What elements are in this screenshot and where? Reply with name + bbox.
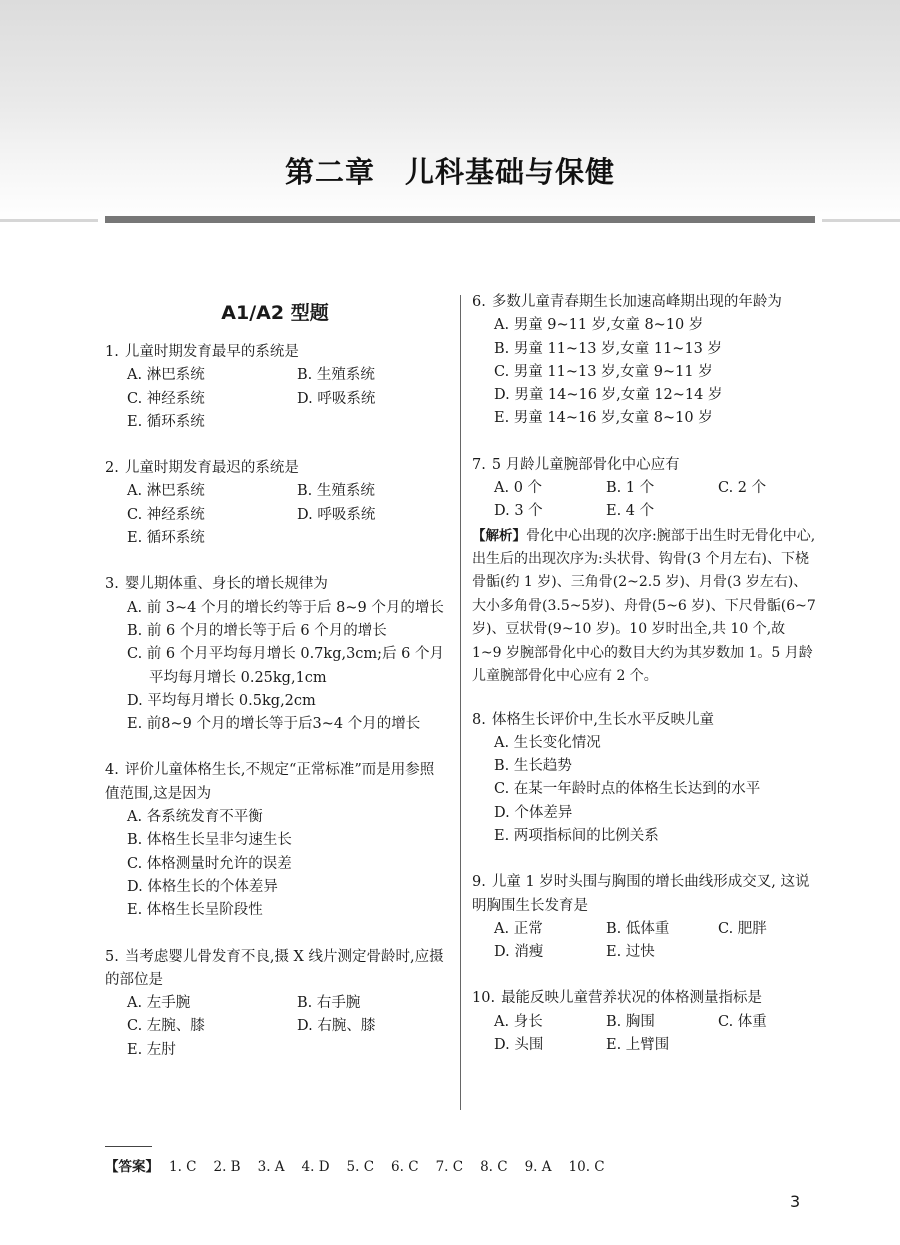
option: B. 右手腕 xyxy=(297,995,361,1012)
question-number: 9. xyxy=(472,874,486,891)
answer-item: 7. C xyxy=(435,1159,464,1175)
question-text: 5 月龄儿童腕部骨化中心应有 xyxy=(491,456,680,473)
option: D. 体格生长的个体差异 xyxy=(127,878,278,895)
question-text: 当考虑婴儿骨发育不良,摄 X 线片测定骨龄时,应摄的部位是 xyxy=(105,948,444,988)
option: E. 前8~9 个月的增长等于后3~4 个月的增长 xyxy=(127,716,421,733)
option: B. 1 个 xyxy=(606,480,655,497)
question-number: 6. xyxy=(472,294,486,310)
answer-item: 1. C xyxy=(169,1159,197,1175)
question-number: 3. xyxy=(105,576,119,593)
question-number: 5. xyxy=(105,948,119,965)
answer-item: 8. C xyxy=(480,1159,508,1175)
option: A. 生长变化情况 xyxy=(494,734,601,751)
question-number: 2. xyxy=(105,460,119,477)
option: D. 呼吸系统 xyxy=(297,506,376,523)
option-row xyxy=(127,992,447,1015)
right-column xyxy=(472,291,817,1080)
answer-item: 3. A xyxy=(257,1159,285,1175)
option-row xyxy=(494,1034,817,1057)
option-row xyxy=(494,918,817,941)
answer-key xyxy=(105,1155,622,1175)
answer-item: 10. C xyxy=(568,1159,605,1175)
option-list xyxy=(105,806,447,922)
option-list xyxy=(105,992,447,1062)
option: B. 生殖系统 xyxy=(297,483,375,500)
question-item xyxy=(472,987,817,1057)
question-stem xyxy=(105,457,447,480)
question-item xyxy=(472,291,817,431)
option: C. 神经系统 xyxy=(127,506,205,523)
option-list xyxy=(472,477,817,524)
option: C. 体重 xyxy=(718,1013,767,1030)
answer-rule xyxy=(105,1146,152,1147)
page-number: 3 xyxy=(790,1192,801,1211)
option: B. 前 6 个月的增长等于后 6 个月的增长 xyxy=(127,622,387,639)
question-number: 7. xyxy=(472,456,486,473)
option: D. 呼吸系统 xyxy=(297,390,376,407)
option: E. 左肘 xyxy=(127,1041,176,1058)
option: C. 男童 11~13 岁,女童 9~11 岁 xyxy=(494,363,713,380)
question-number: 8. xyxy=(472,711,486,728)
option: B. 胸围 xyxy=(606,1013,655,1030)
option-list xyxy=(105,597,447,737)
column-divider xyxy=(460,295,461,1110)
question-stem xyxy=(105,341,447,364)
answer-item: 4. D xyxy=(301,1159,330,1175)
option: E. 4 个 xyxy=(606,503,655,520)
option: E. 男童 14~16 岁,女童 8~10 岁 xyxy=(494,410,713,427)
section-title: A1/A2 型题 xyxy=(221,302,329,324)
option: E. 上臂围 xyxy=(606,1037,670,1054)
option: D. 平均每月增长 0.5kg,2cm xyxy=(127,692,316,709)
option: E. 过快 xyxy=(606,944,655,961)
option: A. 正常 xyxy=(494,920,543,937)
option: D. 头围 xyxy=(494,1037,544,1054)
option: B. 生殖系统 xyxy=(297,367,375,384)
option: C. 体格测量时允许的误差 xyxy=(127,855,292,872)
option: E. 体格生长呈阶段性 xyxy=(127,902,263,919)
option-row xyxy=(494,941,817,964)
option: C. 前 6 个月平均每月增长 0.7kg,3cm;后 6 个月平均每月增长 0.25kg,1cm xyxy=(127,646,445,686)
question-text: 婴儿期体重、身长的增长规律为 xyxy=(124,576,328,593)
option: C. 左腕、膝 xyxy=(127,1018,205,1035)
answer-item: 6. C xyxy=(391,1159,419,1175)
question-item xyxy=(105,759,447,922)
option-list xyxy=(472,314,817,430)
option-list xyxy=(105,480,447,550)
header-rule-left xyxy=(0,219,98,222)
question-item xyxy=(105,573,447,736)
option: C. 神经系统 xyxy=(127,390,205,407)
option: A. 0 个 xyxy=(494,480,543,497)
option-list xyxy=(105,364,447,434)
analysis-block xyxy=(472,525,817,689)
option: E. 循环系统 xyxy=(127,530,205,547)
question-item xyxy=(472,454,817,524)
option: A. 淋巴系统 xyxy=(127,483,205,500)
question-text: 儿童时期发育最迟的系统是 xyxy=(124,460,299,477)
option: A. 前 3~4 个月的增长约等于后 8~9 个月的增长 xyxy=(127,599,444,616)
option-list xyxy=(472,1011,817,1058)
question-text: 多数儿童青春期生长加速高峰期出现的年龄为 xyxy=(491,294,782,310)
question-text: 最能反映儿童营养状况的体格测量指标是 xyxy=(501,990,763,1007)
option-row xyxy=(127,1015,447,1038)
question-item xyxy=(472,871,817,964)
question-stem xyxy=(472,709,817,732)
option-row xyxy=(127,364,447,387)
question-item xyxy=(105,341,447,434)
header-rule-right xyxy=(822,219,900,222)
option: D. 3 个 xyxy=(494,503,543,520)
option: E. 两项指标间的比例关系 xyxy=(494,828,659,844)
option-row xyxy=(127,388,447,411)
question-stem xyxy=(472,454,817,477)
option: B. 低体重 xyxy=(606,920,670,937)
question-stem xyxy=(105,946,447,993)
option-row xyxy=(127,411,447,434)
chapter-title: 第二章 儿科基础与保健 xyxy=(284,155,615,189)
question-stem xyxy=(472,871,817,918)
question-stem xyxy=(105,759,447,806)
question-text: 儿童 1 岁时头围与胸围的增长曲线形成交叉, 这说明胸围生长发育是 xyxy=(472,874,810,914)
analysis-label: 【解析】 xyxy=(472,527,526,544)
option: B. 体格生长呈非匀速生长 xyxy=(127,832,292,849)
option: D. 消瘦 xyxy=(494,944,544,961)
option: A. 身长 xyxy=(494,1013,543,1030)
option: B. 生长趋势 xyxy=(494,758,572,775)
option: A. 淋巴系统 xyxy=(127,367,205,384)
question-stem xyxy=(472,291,817,314)
question-number: 4. xyxy=(105,762,119,779)
option-row xyxy=(494,500,817,523)
option-row xyxy=(494,1011,817,1034)
option: D. 右腕、膝 xyxy=(297,1018,376,1035)
option: C. 在某一年龄时点的体格生长达到的水平 xyxy=(494,781,761,798)
option-row xyxy=(494,477,817,500)
option: D. 个体差异 xyxy=(494,804,573,821)
answer-key-label: 【答案】 xyxy=(105,1159,159,1175)
option: E. 循环系统 xyxy=(127,413,205,430)
option-row xyxy=(127,527,447,550)
option: B. 男童 11~13 岁,女童 11~13 岁 xyxy=(494,340,723,357)
question-text: 体格生长评价中,生长水平反映儿童 xyxy=(491,711,714,728)
option: A. 各系统发育不平衡 xyxy=(127,809,263,826)
option-row xyxy=(127,1039,447,1062)
answer-item: 9. A xyxy=(524,1159,552,1175)
question-number: 1. xyxy=(105,344,119,360)
option: C. 肥胖 xyxy=(718,920,767,937)
option: D. 男童 14~16 岁,女童 12~14 岁 xyxy=(494,387,723,404)
option-list xyxy=(472,918,817,965)
question-number: 10. xyxy=(472,990,496,1007)
analysis-text: 骨化中心出现的次序:腕部于出生时无骨化中心,出生后的出现次序为:头状骨、钩骨(3 个月左右)、下桡骨骺(约 1 岁)、三角骨(2~2.5 岁)、月骨(3 岁左右)、大小多角骨(3.5~5岁)、舟骨(5~6 岁)、下尺骨骺(6~7 岁)、豆状骨(9~10 岁)。10 岁时出全,共 10 个,故 1~9 岁腕部骨化中心的数目大约为其岁数加 1。5 月龄儿童腕部骨化中心应有 2 个。 xyxy=(472,527,816,685)
question-stem xyxy=(472,987,817,1010)
option-list xyxy=(472,732,817,848)
option: C. 2 个 xyxy=(718,480,767,497)
question-stem xyxy=(105,573,447,596)
question-item xyxy=(105,946,447,1062)
question-text: 儿童时期发育最早的系统是 xyxy=(124,344,299,360)
question-text: 评价儿童体格生长,不规定“正常标准”而是用参照值范围,这是因为 xyxy=(105,762,435,802)
answer-item: 5. C xyxy=(346,1159,375,1175)
option: A. 左手腕 xyxy=(127,995,191,1012)
option: A. 男童 9~11 岁,女童 8~10 岁 xyxy=(494,317,704,334)
header-rule xyxy=(105,216,815,223)
option-row xyxy=(127,504,447,527)
question-item xyxy=(472,709,817,849)
option-row xyxy=(127,480,447,503)
left-column xyxy=(105,341,447,1085)
answer-item: 2. B xyxy=(213,1159,241,1175)
question-item xyxy=(105,457,447,550)
